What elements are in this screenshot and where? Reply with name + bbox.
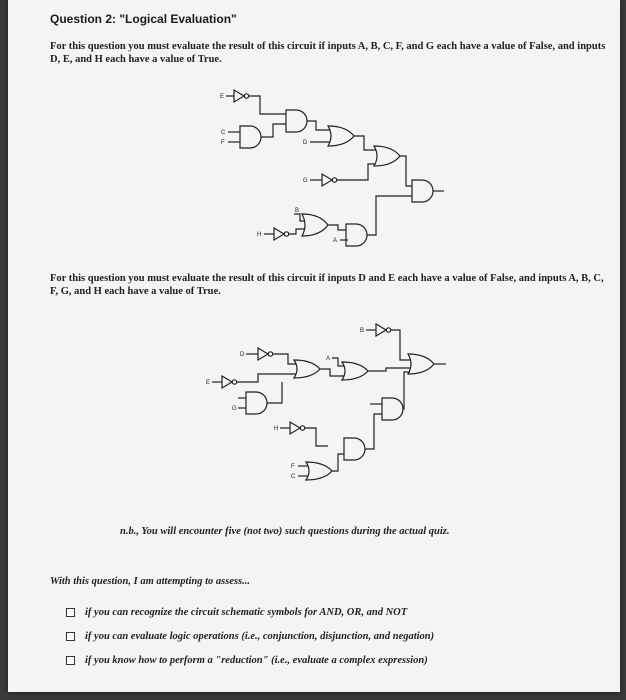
- input-label-b: B: [295, 208, 300, 214]
- circuit2-instructions: For this question you must evaluate the result of this circuit if inputs D and E each have a value of False, and inputs A, B, C, F, G, and H each have a value of True.: [50, 273, 604, 297]
- assess-item-text: if you can evaluate logic operations (i.e., conjunction, disjunction, and negation): [85, 630, 435, 642]
- and-gate: [344, 438, 365, 460]
- checkbox-icon[interactable]: [66, 656, 75, 665]
- input-label-f: F: [221, 140, 225, 146]
- not-gate: [290, 422, 300, 434]
- input-label-b: B: [360, 328, 365, 334]
- assess-item: [66, 648, 434, 672]
- input-label-h: H: [274, 426, 279, 432]
- or-gate: [374, 146, 400, 166]
- assess-item: [66, 600, 434, 624]
- input-label-c: C: [221, 130, 226, 136]
- not-gate: [274, 228, 284, 240]
- and-gate: [240, 126, 261, 148]
- question-sheet: [8, 0, 620, 692]
- and-gate: [246, 392, 267, 414]
- not-gate: [258, 348, 268, 360]
- input-label-d: D: [240, 352, 245, 358]
- input-label-h: H: [257, 232, 262, 238]
- assess-title: With this question, I am attempting to assess...: [50, 576, 251, 587]
- or-gate: [328, 126, 354, 146]
- circuit1-instructions: For this question you must evaluate the result of this circuit if inputs A, B, C, F, and G each have a value of False, and inputs D, E, and H each have a value of True.: [50, 41, 606, 65]
- checkbox-icon[interactable]: [66, 632, 75, 641]
- not-gate: [222, 376, 232, 388]
- or-gate: [294, 360, 320, 378]
- checkbox-icon[interactable]: [66, 608, 75, 617]
- or-gate: [302, 214, 328, 236]
- input-label-e: E: [220, 94, 225, 100]
- or-gate: [306, 462, 332, 480]
- or-gate: [342, 362, 368, 380]
- note-text: n.b., You will encounter five (not two) such questions during the actual quiz.: [120, 526, 450, 537]
- input-label-a: A: [326, 356, 331, 362]
- input-label-g: G: [303, 178, 308, 184]
- input-label-f: F: [291, 464, 295, 470]
- input-label-d: D: [303, 140, 308, 146]
- assess-item-text: if you know how to perform a "reduction" (i.e., evaluate a complex expression): [85, 654, 428, 666]
- input-label-a: A: [333, 238, 338, 244]
- and-gate: [412, 180, 433, 202]
- not-gate: [234, 90, 244, 102]
- input-label-c: C: [291, 474, 296, 480]
- and-gate: [286, 110, 307, 132]
- assess-list: [66, 600, 434, 672]
- input-label-g: G: [232, 406, 237, 412]
- circuit-diagram-2: [198, 318, 458, 498]
- assess-item: [66, 624, 434, 648]
- and-gate: [382, 398, 403, 420]
- not-gate: [376, 324, 386, 336]
- question-title: Question 2: "Logical Evaluation": [50, 12, 237, 26]
- and-gate: [346, 224, 367, 246]
- circuit-diagram-1: [198, 84, 458, 254]
- not-gate: [322, 174, 332, 186]
- or-gate: [408, 354, 434, 374]
- assess-item-text: if you can recognize the circuit schematic symbols for AND, OR, and NOT: [85, 606, 408, 618]
- input-label-e: E: [206, 380, 211, 386]
